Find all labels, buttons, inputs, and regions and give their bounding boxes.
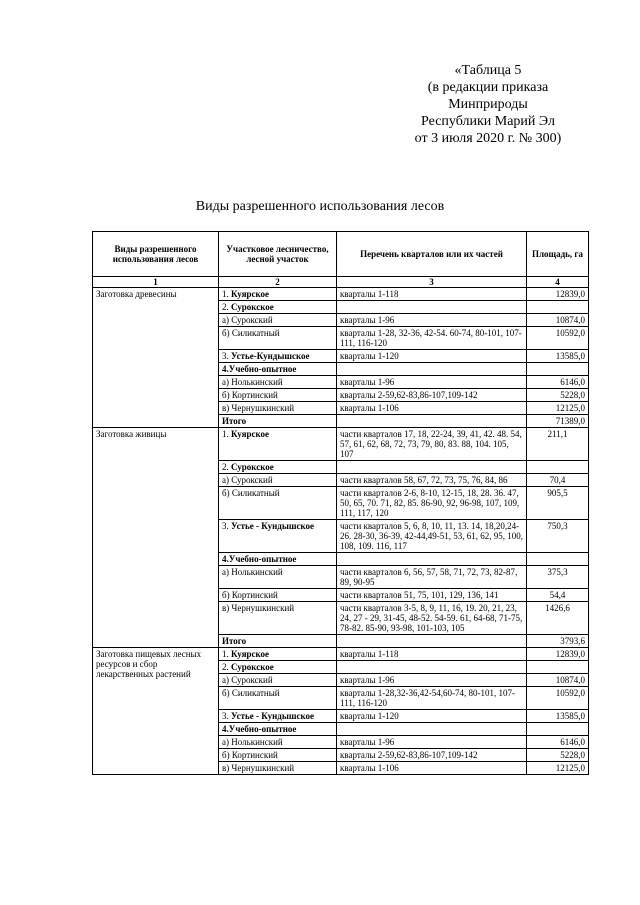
forestry-unit-cell: [219, 566, 337, 589]
unit-name: Итого: [222, 636, 247, 646]
quarters-cell: кварталы 1-96: [337, 674, 527, 687]
unit-name: б) Кортинский: [222, 590, 278, 600]
area-cell: 3793,6: [527, 635, 589, 648]
unit-name: а) Сурокский: [222, 315, 273, 325]
forestry-unit-cell: [219, 288, 337, 301]
forestry-unit-cell: [219, 589, 337, 602]
area-cell: [527, 301, 589, 314]
quarters-cell: части кварталов 2-6, 8-10, 12-15, 18, 28. 36. 47, 50, 65, 70. 71, 82, 85. 86-90, 92, 96-98, 107, 109, 111, 117, 120: [337, 487, 527, 520]
area-cell: 5228,0: [527, 389, 589, 402]
unit-name: а) Нолькинский: [222, 737, 283, 747]
area-cell: 375,3: [527, 566, 589, 589]
column-header-area: Площадь, га: [527, 232, 589, 277]
area-cell: 70,4: [527, 474, 589, 487]
unit-number: 2.: [222, 662, 231, 672]
area-cell: [527, 553, 589, 566]
quarters-cell: кварталы 1-118: [337, 288, 527, 301]
area-cell: 12125,0: [527, 762, 589, 775]
forestry-unit-cell: [219, 461, 337, 474]
use-type-cell: Заготовка древесины: [93, 288, 219, 428]
reference-line: Республики Марий Эл: [421, 114, 555, 129]
table-reference-note: [388, 62, 588, 147]
area-cell: 13585,0: [527, 350, 589, 363]
use-type-cell: Заготовка пищевых лесных ресурсов и сбор лекарственных растений: [93, 648, 219, 775]
quarters-cell: кварталы 1-120: [337, 350, 527, 363]
area-cell: 211,1: [527, 428, 589, 461]
column-number: 3: [337, 277, 527, 288]
area-cell: 5228,0: [527, 749, 589, 762]
quarters-cell: [337, 553, 527, 566]
forestry-unit-cell: [219, 723, 337, 736]
quarters-cell: части кварталов 51, 75, 101, 129, 136, 141: [337, 589, 527, 602]
unit-name: б) Силикатный: [222, 688, 280, 698]
forestry-unit-cell: [219, 376, 337, 389]
quarters-cell: кварталы 1-96: [337, 314, 527, 327]
forestry-unit-cell: [219, 749, 337, 762]
forestry-unit-cell: [219, 428, 337, 461]
area-cell: 6146,0: [527, 376, 589, 389]
forestry-unit-cell: [219, 350, 337, 363]
forestry-unit-cell: [219, 648, 337, 661]
forestry-unit-cell: [219, 635, 337, 648]
unit-number: 2.: [222, 302, 231, 312]
area-cell: 905,5: [527, 487, 589, 520]
quarters-cell: кварталы 1-28,32-36,42-54,60-74, 80-101, 107-111, 116-120: [337, 687, 527, 710]
unit-name: Сурокское: [231, 302, 274, 312]
quarters-cell: части кварталов 3-5, 8, 9, 11, 16, 19. 20, 21, 23, 24, 27 - 29, 31-45, 48-52. 54-59. 61, 64-68, 71-75, 78-82. 85-90, 93-98, 101-103, 105: [337, 602, 527, 635]
quarters-cell: кварталы 2-59,62-83,86-107,109-142: [337, 389, 527, 402]
unit-name: а) Сурокский: [222, 675, 273, 685]
quarters-cell: кварталы 1-106: [337, 402, 527, 415]
area-cell: 54,4: [527, 589, 589, 602]
table-row: [93, 648, 589, 661]
area-cell: 6146,0: [527, 736, 589, 749]
unit-name: в) Чернушкинский: [222, 603, 295, 613]
quarters-cell: кварталы 1-28, 32-36, 42-54. 60-74, 80-101, 107-111, 116-120: [337, 327, 527, 350]
column-header-use: Виды разрешенного использования лесов: [93, 232, 219, 277]
table-row: [93, 428, 589, 461]
area-cell: 750,3: [527, 520, 589, 553]
forestry-unit-cell: [219, 710, 337, 723]
quarters-cell: кварталы 1-106: [337, 762, 527, 775]
quarters-cell: [337, 415, 527, 428]
area-cell: 10874,0: [527, 674, 589, 687]
unit-name: Устье-Кундышское: [231, 351, 310, 361]
forestry-unit-cell: [219, 520, 337, 553]
column-number: 2: [219, 277, 337, 288]
unit-name: б) Кортинский: [222, 750, 278, 760]
area-cell: 12125,0: [527, 402, 589, 415]
column-number: 4: [527, 277, 589, 288]
area-cell: [527, 723, 589, 736]
forestry-unit-cell: [219, 674, 337, 687]
unit-name: а) Сурокский: [222, 475, 273, 485]
area-cell: 12839,0: [527, 648, 589, 661]
forestry-unit-cell: [219, 402, 337, 415]
quarters-cell: части кварталов 6, 56, 57, 58, 71, 72, 73, 82-87, 89, 90-95: [337, 566, 527, 589]
unit-name: Итого: [222, 416, 247, 426]
area-cell: [527, 461, 589, 474]
unit-number: 3.: [222, 521, 231, 531]
forestry-unit-cell: [219, 301, 337, 314]
unit-name: Сурокское: [231, 462, 274, 472]
area-cell: 10592,0: [527, 327, 589, 350]
unit-number: 1.: [222, 289, 231, 299]
quarters-cell: [337, 661, 527, 674]
unit-name: а) Нолькинский: [222, 567, 283, 577]
reference-line: от 3 июля 2020 г. № 300): [414, 131, 562, 146]
unit-name: в) Чернушкинский: [222, 763, 295, 773]
forestry-unit-cell: [219, 314, 337, 327]
use-type-cell: Заготовка живицы: [93, 428, 219, 648]
unit-name: 4.Учебно-опытное: [222, 724, 297, 734]
area-cell: 13585,0: [527, 710, 589, 723]
unit-name: Куярское: [231, 649, 270, 659]
quarters-cell: [337, 461, 527, 474]
forestry-unit-cell: [219, 327, 337, 350]
unit-name: 4.Учебно-опытное: [222, 554, 297, 564]
quarters-cell: кварталы 1-118: [337, 648, 527, 661]
table-row: [93, 288, 589, 301]
area-cell: 10874,0: [527, 314, 589, 327]
area-cell: [527, 661, 589, 674]
forestry-unit-cell: [219, 762, 337, 775]
forestry-unit-cell: [219, 415, 337, 428]
unit-name: Куярское: [231, 289, 270, 299]
column-header-quarters: Перечень кварталов или их частей: [337, 232, 527, 277]
unit-name: Куярское: [231, 429, 270, 439]
unit-name: 4.Учебно-опытное: [222, 364, 297, 374]
quarters-cell: части кварталов 5, 6, 8, 10, 11, 13. 14, 18,20,24-26. 28-30, 36-39, 42-44,49-51, 53, 61, 62, 95, 100, 108, 109. 116, 117: [337, 520, 527, 553]
area-cell: 10592,0: [527, 687, 589, 710]
forestry-unit-cell: [219, 363, 337, 376]
unit-name: б) Кортинский: [222, 390, 278, 400]
unit-name: в) Чернушкинский: [222, 403, 295, 413]
document-title: Виды разрешенного использования лесов: [195, 199, 445, 214]
forestry-unit-cell: [219, 687, 337, 710]
unit-number: 2.: [222, 462, 231, 472]
quarters-cell: кварталы 2-59,62-83,86-107,109-142: [337, 749, 527, 762]
forestry-unit-cell: [219, 736, 337, 749]
unit-name: б) Силикатный: [222, 328, 280, 338]
forestry-unit-cell: [219, 487, 337, 520]
quarters-cell: части кварталов 17, 18, 22-24, 39, 41, 42. 48. 54, 57, 61, 62, 68, 72, 73, 79, 80, 83. 88, 104. 105, 107: [337, 428, 527, 461]
area-cell: [527, 363, 589, 376]
unit-name: а) Нолькинский: [222, 377, 283, 387]
unit-number: 1.: [222, 649, 231, 659]
forest-use-table: [92, 231, 589, 775]
table-header-row: [93, 232, 589, 277]
forestry-unit-cell: [219, 602, 337, 635]
area-cell: 12839,0: [527, 288, 589, 301]
quarters-cell: [337, 301, 527, 314]
quarters-cell: [337, 363, 527, 376]
area-cell: 1426,6: [527, 602, 589, 635]
unit-name: б) Силикатный: [222, 488, 280, 498]
unit-name: Устье - Кундышское: [231, 711, 315, 721]
quarters-cell: [337, 635, 527, 648]
unit-number: 1.: [222, 429, 231, 439]
quarters-cell: кварталы 1-96: [337, 376, 527, 389]
unit-number: 3.: [222, 351, 231, 361]
forestry-unit-cell: [219, 389, 337, 402]
quarters-cell: кварталы 1-96: [337, 736, 527, 749]
reference-line: «Таблица 5: [454, 63, 522, 78]
quarters-cell: [337, 723, 527, 736]
area-cell: 71389,0: [527, 415, 589, 428]
unit-name: Устье - Кундышское: [231, 521, 315, 531]
forestry-unit-cell: [219, 661, 337, 674]
forestry-unit-cell: [219, 474, 337, 487]
column-header-unit: Участковое лесничество, лесной участок: [219, 232, 337, 277]
column-number: 1: [93, 277, 219, 288]
table-body: [93, 277, 589, 775]
reference-line: Минприроды: [448, 97, 528, 112]
reference-line: (в редакции приказа: [427, 80, 549, 95]
unit-name: Сурокское: [231, 662, 274, 672]
forestry-unit-cell: [219, 553, 337, 566]
column-number-row: [93, 277, 589, 288]
quarters-cell: части кварталов 58, 67, 72, 73, 75, 76, 84, 86: [337, 474, 527, 487]
unit-number: 3.: [222, 711, 231, 721]
quarters-cell: кварталы 1-120: [337, 710, 527, 723]
